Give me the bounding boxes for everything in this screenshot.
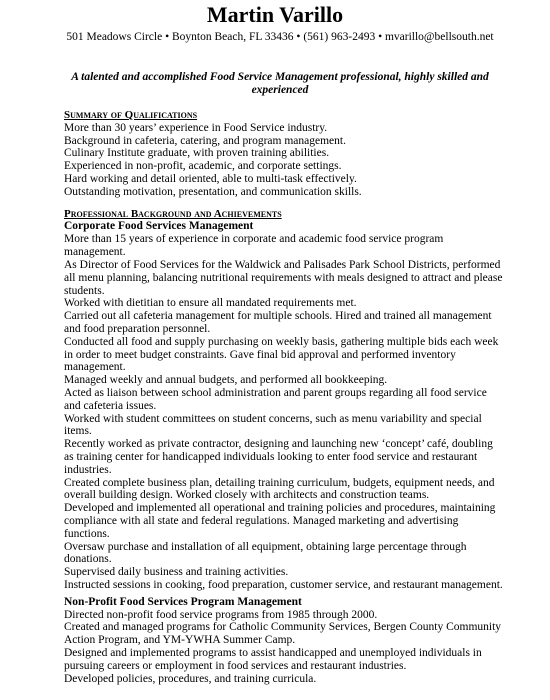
corporate-subheading: Corporate Food Services Management [64,220,254,233]
contact-line: 501 Meadows Circle • Boynton Beach, FL 33436 • (561) 963-2493 • mvarillo@bellsouth.net [66,31,494,43]
tagline: A talented and accomplished Food Service Management professional, highly skilled and experienced [71,71,489,96]
nonprofit-subheading: Non-Profit Food Services Program Management [64,595,302,608]
summary-item: Culinary Institute graduate, with proven training abilities. [64,147,330,160]
nonprofit-item: Designed and implemented programs to assist handicapped and unemployed individuals in pursuing careers or employment in food services and restaurant industries. [64,647,482,672]
corporate-list [64,233,504,591]
summary-item: More than 30 years’ experience in Food Service industry. [64,121,328,134]
corporate-item: Managed weekly and annual budgets, and performed all bookkeeping. [64,374,388,387]
resume-content [64,109,504,685]
summary-item: Hard working and detail oriented, able to multi-task effectively. [64,172,357,185]
corporate-item: Carried out all cafeteria management for multiple schools. Hired and trained all management and food preparation personnel. [64,310,492,335]
summary-item: Experienced in non-profit, academic, and corporate settings. [64,160,342,173]
resume-name: Martin Varillo [206,2,344,27]
summary-heading: Summary of Qualifications [64,109,198,121]
corporate-item: Created complete business plan, detailing training curriculum, budgets, equipment needs, and overall building design. Worked closely with architects and construction teams. [64,476,495,502]
nonprofit-item: Directed non-profit food service programs from 1985 through 2000. [64,608,378,621]
corporate-item: Developed and implemented all operational and training policies and procedures, maintaining compliance with all state and federal regulations. Managed marketing and advertising functions. [64,502,496,540]
corporate-item: Acted as liaison between school administration and parent groups regarding all food service and cafeteria issues. [64,386,487,412]
corporate-item: Oversaw purchase and installation of all equipment, obtaining large percentage through donations. [64,540,467,566]
corporate-item: More than 15 years of experience in corporate and academic food service program management. [64,233,444,259]
corporate-item: Instructed sessions in cooking, food preparation, customer service, and restaurant management. [64,578,503,591]
corporate-item: As Director of Food Services for the Waldwick and Palisades Park School Districts, performed all menu planning, balancing nutritional requirements with meals designed to attract and please students. [64,258,503,297]
background-heading: Professional Background and Achievements [64,207,282,220]
corporate-item: Worked with dietitian to ensure all mandated requirements met. [64,297,357,310]
summary-list [64,122,504,199]
corporate-item: Conducted all food and supply purchasing on weekly basis, gathering multiple bids each week in order to meet budget constraints. Gave final bid approval and performed inventory management. [64,335,499,374]
corporate-item: Recently worked as private contractor, designing and launching new ‘concept’ café, doubling as training center for handicapped individuals looking to enter food service and restaurant industries. [64,438,493,476]
nonprofit-item: Developed policies, procedures, and training curricula. [64,672,317,685]
summary-item: Background in cafeteria, catering, and program management. [64,134,346,147]
corporate-item: Supervised daily business and training activities. [64,566,289,579]
nonprofit-list [64,609,504,686]
corporate-item: Worked with student committees on student concerns, such as menu variability and special items. [64,412,482,438]
nonprofit-item: Created and managed programs for Catholic Community Services, Bergen County Community Action Program, and YM-YWHA Summer Camp. [64,621,502,647]
summary-item: Outstanding motivation, presentation, and communication skills. [64,185,362,198]
